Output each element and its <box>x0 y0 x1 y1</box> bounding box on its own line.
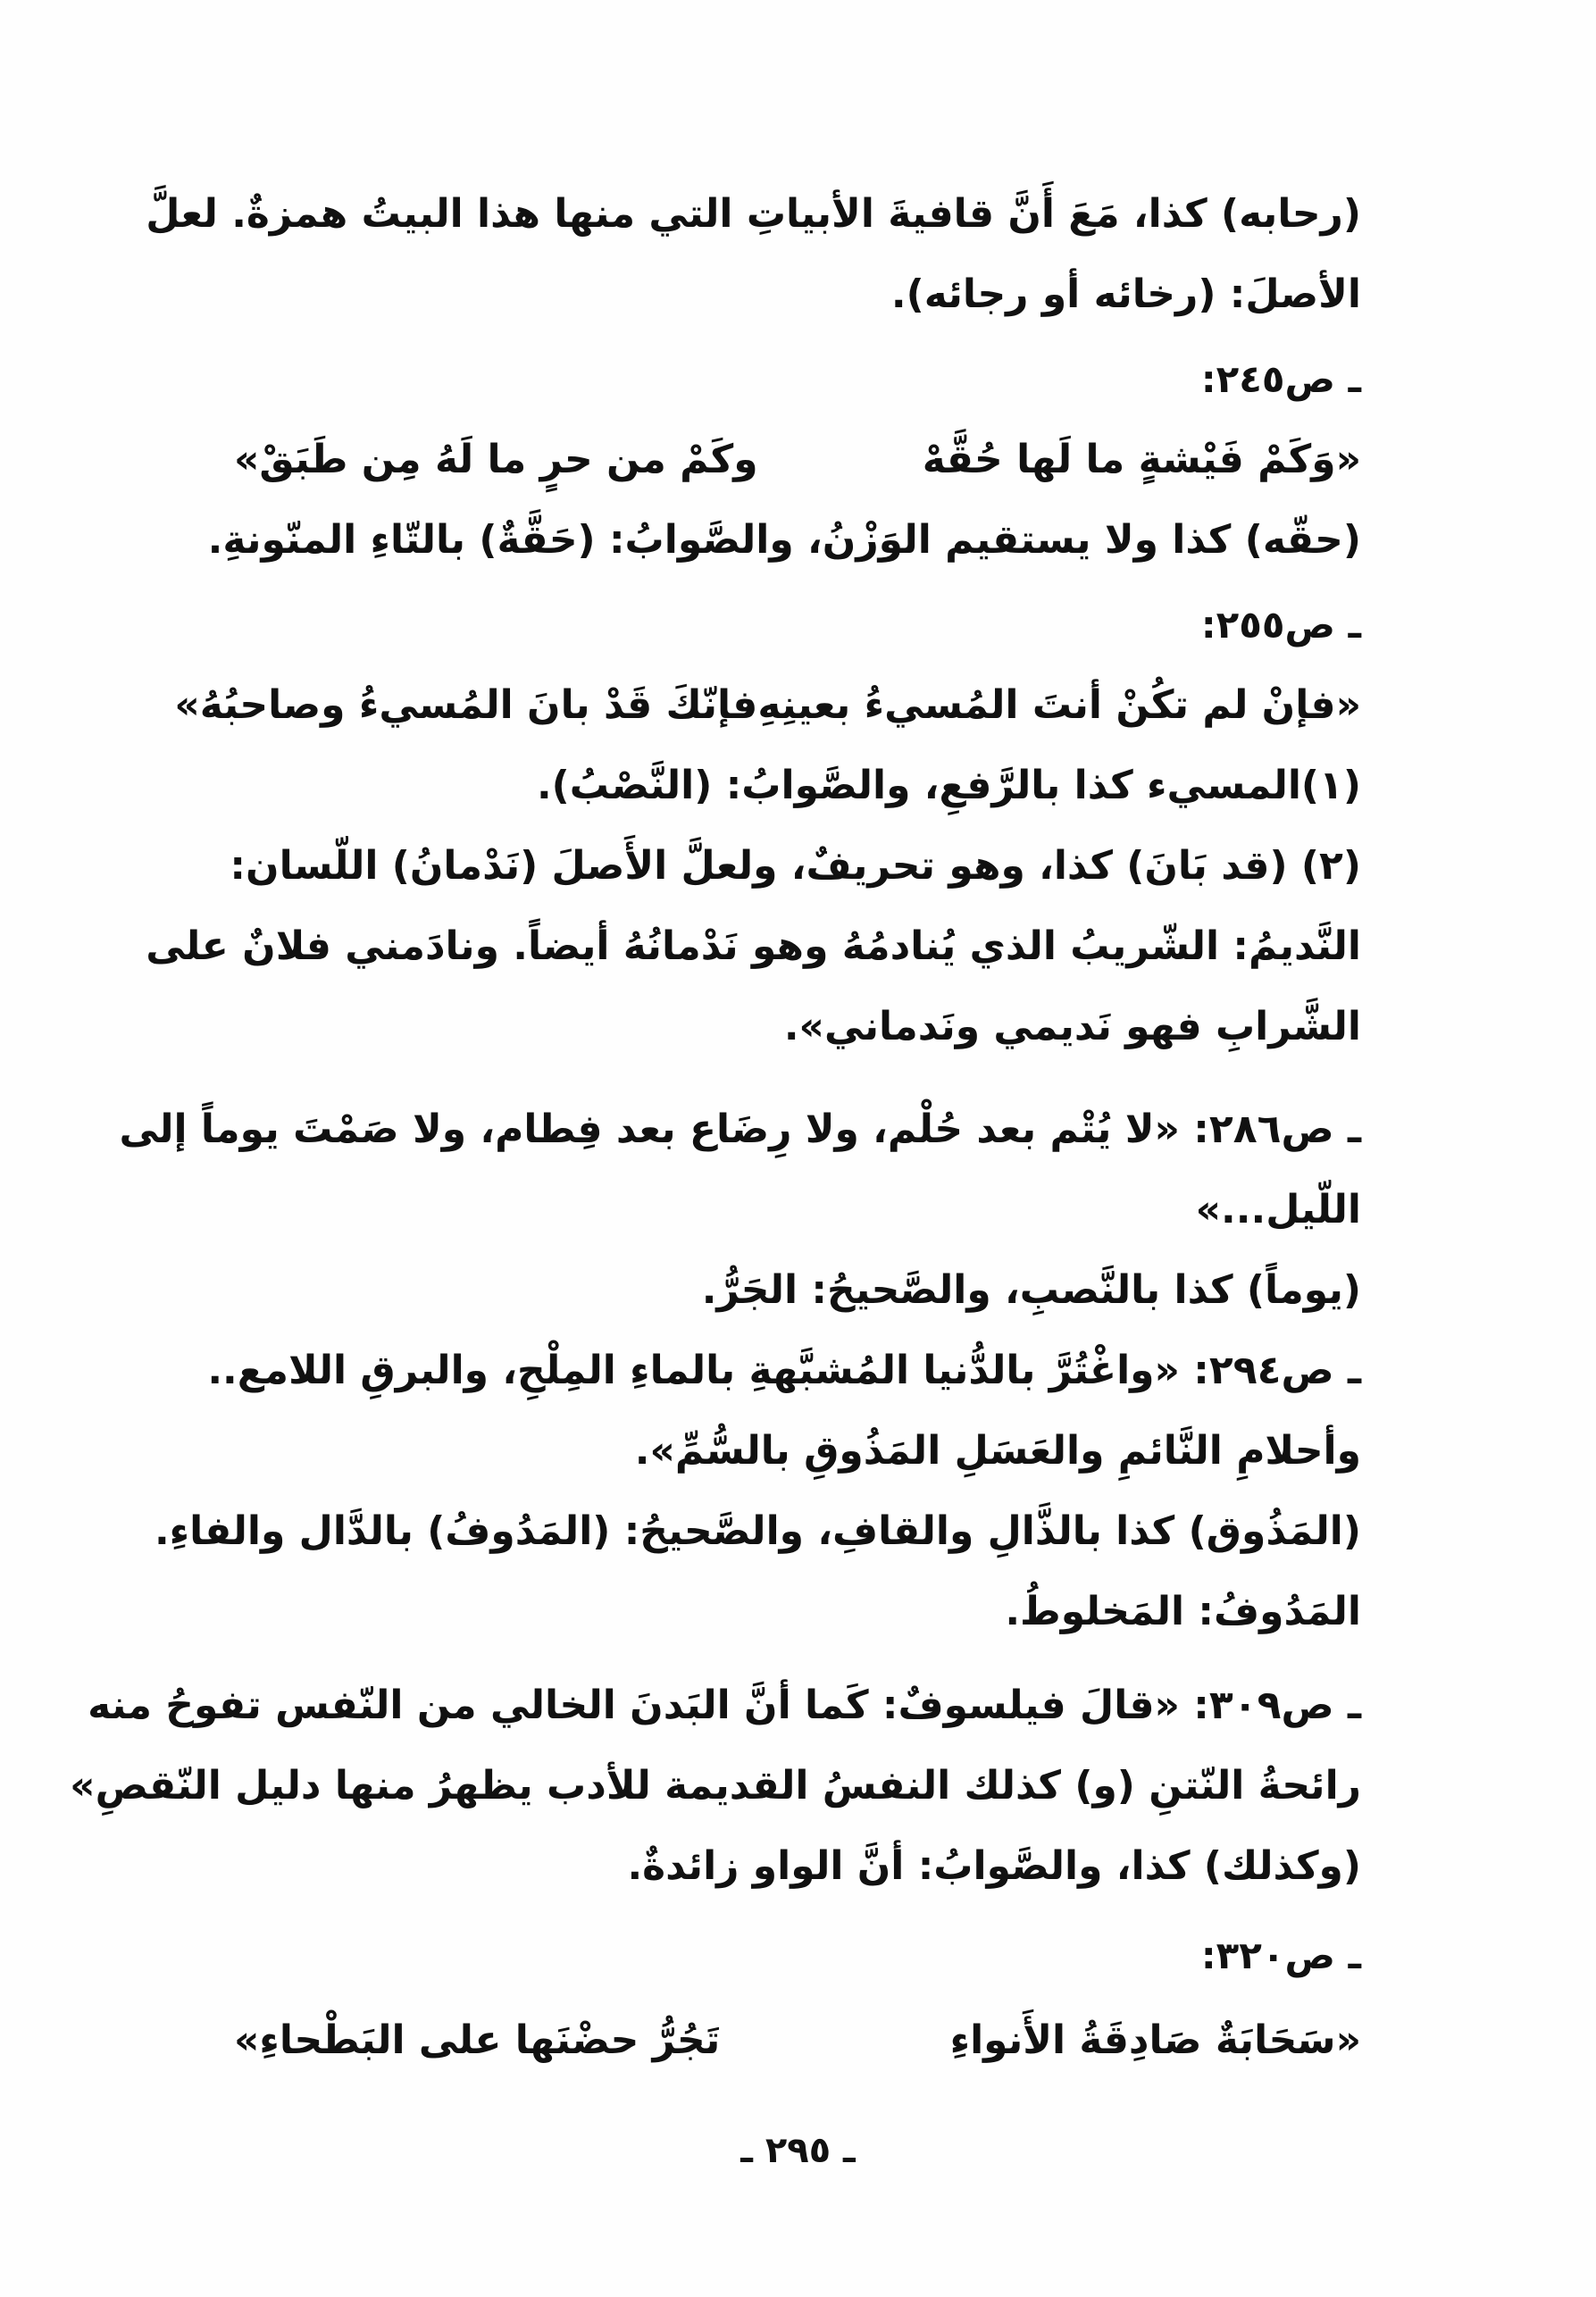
verse-second-hemistich: وكَمْ من حرٍ ما لَهُ مِن طَبَقْ» <box>234 437 758 482</box>
text-line: (يوماً) كذا بالنَّصبِ، والصَّحيحُ: الجَرُّ. <box>701 1267 1361 1313</box>
page-reference-entry: ـ ص٣٠٩: «قالَ فيلسوفٌ: كَما أنَّ البَدنَ الخالي من النّفس تفوحُ منه <box>88 1683 1361 1728</box>
text-line: النَّديمُ: الشّريبُ الذي يُنادمُهُ وهو نَدْمانُهُ أيضاً. ونادَمني فلانٌ على <box>146 923 1361 969</box>
text-line: (المَذُوق) كذا بالذَّالِ والقافِ، والصَّحيحُ: (المَدُوفُ) بالدَّال والفاءِ. <box>154 1508 1361 1554</box>
page-reference-heading: ـ ص٢٥٥: <box>1200 603 1361 647</box>
text-line: (وكذلك) كذا، والصَّوابُ: أنَّ الواو زائدةٌ. <box>627 1843 1361 1889</box>
footnote-line: (٢) (قد بَانَ) كذا، وهو تحريفٌ، ولعلَّ الأَصلَ (نَدْمانُ) اللّسان: <box>230 843 1361 889</box>
page-reference-entry: ـ ص٢٩٤: «واغْتُرَّ بالدُّنيا المُشبَّهةِ بالماءِ المِلْحِ، والبرقِ اللامع.. <box>207 1348 1361 1393</box>
text-line: المَدُوفُ: المَخلوطُ. <box>1005 1589 1361 1634</box>
text-line: اللّيل...» <box>1195 1187 1361 1232</box>
text-line: الأصلَ: (رخائه أو رجائه). <box>890 271 1361 317</box>
page-body <box>70 0 1361 2126</box>
text-line: وأحلامِ النَّائمِ والعَسَلِ المَذُوقِ بالسُّمِّ». <box>634 1428 1361 1474</box>
verse-line <box>234 2005 1361 2076</box>
footnote-line: (١)المسيء كذا بالرَّفعِ، والصَّوابُ: (النَّصْبُ). <box>536 763 1361 808</box>
verse-first-hemistich: «سَحَابَةٌ صَادِقَةُ الأَنواءِ <box>949 2017 1361 2063</box>
verse-line <box>234 424 1361 496</box>
verse-line <box>174 670 1361 741</box>
text-line: الشَّرابِ فهو نَديمي ونَدماني». <box>783 1004 1361 1049</box>
page-reference-heading: ـ ص٢٤٥: <box>1200 357 1361 401</box>
text-line: (حقّه) كذا ولا يستقيم الوَزْنُ، والصَّوابُ: (حَقَّةٌ) بالتّاءِ المنّونةِ. <box>207 517 1361 563</box>
verse-first-hemistich: «فإنْ لم تكُنْ أنتَ المُسيءُ بعينِهِ <box>757 682 1361 728</box>
text-line: رائحةُ النّتنِ (و) كذلك النفسُ القديمة للأدب يظهرُ منها دليل النّقصِ» <box>70 1763 1361 1808</box>
verse-second-hemistich: فإنّكَ قَدْ بانَ المُسيءُ وصاحبُهُ» <box>174 682 758 728</box>
verse-second-hemistich: تَجُرُّ حضْنَها على البَطْحاءِ» <box>234 2017 721 2063</box>
page-number: ـ ٢٩٥ ـ <box>740 2130 856 2171</box>
page-reference-heading: ـ ص٣٢٠: <box>1200 1934 1361 1977</box>
text-line: (رحابه) كذا، مَعَ أَنَّ قافيةَ الأبياتِ التي منها هذا البيتُ همزةٌ. لعلَّ <box>146 191 1361 237</box>
verse-first-hemistich: «وَكَمْ فَيْشةٍ ما لَها حُقَّهْ <box>922 437 1361 482</box>
page-reference-entry: ـ ص٢٨٦: «لا يُتْم بعد حُلْم، ولا رِضَاع بعد فِطام، ولا صَمْتَ يوماً إلى <box>119 1107 1361 1152</box>
